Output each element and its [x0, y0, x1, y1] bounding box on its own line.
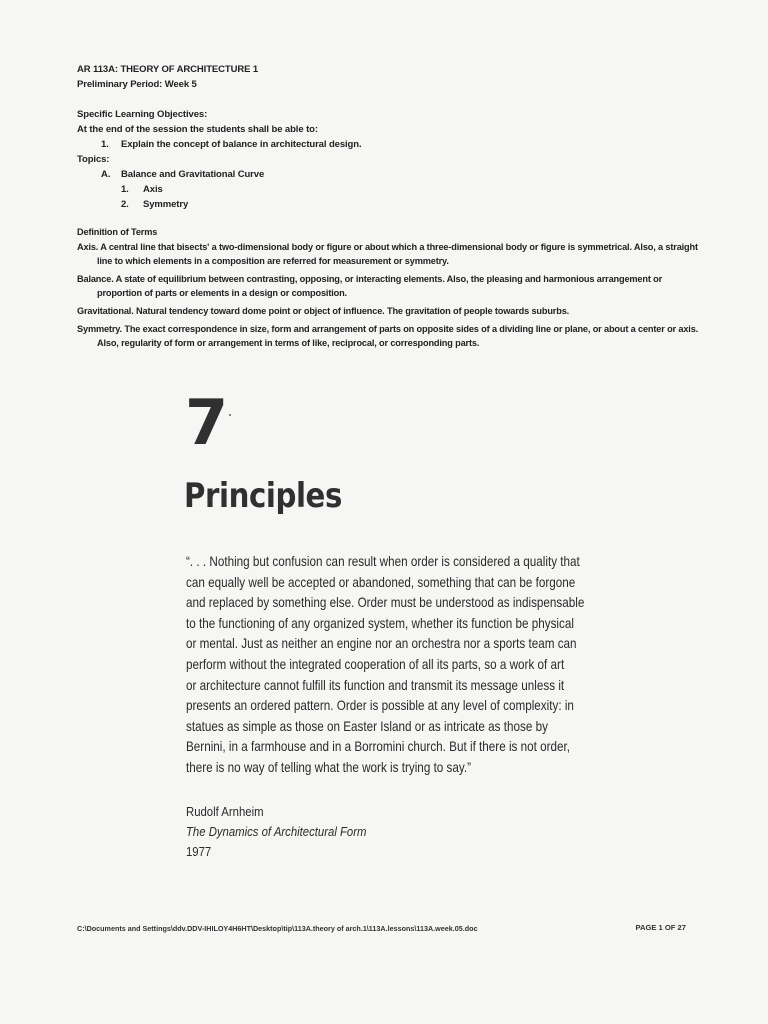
quote-line: to the functioning of any organized system, whether its function be physical — [186, 615, 574, 631]
quote-line: presents an ordered pattern. Order is possible at any level of complexity: in — [186, 698, 574, 714]
objective-number: 1. — [101, 139, 109, 150]
quote-line: there is no way of telling what the work is trying to say.” — [186, 759, 472, 775]
subtopic-item — [77, 182, 318, 197]
objective-item — [77, 137, 362, 152]
quote-line: Bernini, in a farmhouse and in a Borromini church. But if there is not order, — [186, 739, 571, 755]
topic-text: Balance and Gravitational Curve — [121, 169, 265, 180]
subtopic-text: Axis — [143, 184, 163, 195]
quote-attribution — [186, 802, 366, 862]
definition-axis: Axis. A central line that bisects' a two-dimensional body or figure or about which a three-dimensional body or figure is symmetrical. Also, a straight line to which elements in a composition are referred for measurement or symmetry. — [77, 242, 698, 266]
topics-title: Topics: — [77, 154, 110, 165]
chapter-title: Principles — [184, 476, 342, 516]
definitions-section — [77, 225, 707, 354]
quote-line: and replaced by something else. Order must be understood as indispensable — [186, 595, 585, 611]
epigraph-quote — [186, 552, 585, 779]
subtopic-number: 2. — [121, 199, 129, 210]
definition-symmetry: Symmetry. The exact correspondence in size, form and arrangement of parts on opposite sides of a dividing line or plane, or about a center or axis. Also, regularity of form or arrangement in terms of like, reciprocal, or corresponding parts. — [77, 324, 699, 348]
quote-line: or mental. Just as neither an engine nor an orchestra nor a sports team can — [186, 636, 577, 652]
footer-file-path: C:\Documents and Settings\ddv.DDV-IHILOY4H6HT\Desktop\tip\113A.theory of arch.1\113A.lessons\113A.week.05.doc — [77, 924, 478, 933]
objectives-title: Specific Learning Objectives: — [77, 109, 208, 120]
course-title: AR 113A: THEORY OF ARCHITECTURE 1 — [77, 64, 259, 75]
definitions-title: Definition of Terms — [77, 227, 158, 237]
quote-year: 1977 — [186, 844, 212, 859]
quote-line: “. . . Nothing but confusion can result when order is considered a quality that — [186, 554, 580, 569]
lesson-header — [77, 62, 362, 212]
definition-gravitational: Gravitational. Natural tendency toward dome point or object of influence. The gravitation of people towards suburbs. — [77, 306, 570, 316]
topic-item — [77, 167, 318, 182]
quote-line: can equally well be accepted or abandoned, something that can be forgone — [186, 574, 576, 590]
subtopic-item — [77, 197, 318, 212]
quote-book: The Dynamics of Architectural Form — [186, 824, 367, 839]
quote-line: or architecture cannot fulfill its function and transmit its message unless it — [186, 677, 565, 693]
quote-author: Rudolf Arnheim — [186, 804, 264, 819]
quote-line: perform without the integrated cooperation of all its parts, so a work of art — [186, 656, 565, 672]
period-label: Preliminary Period: Week 5 — [77, 79, 197, 90]
chapter-number: 7 — [185, 386, 229, 459]
objective-text: Explain the concept of balance in architectural design. — [121, 139, 362, 150]
footer-page-number: PAGE 1 OF 27 — [635, 923, 686, 932]
objectives-intro: At the end of the session the students shall be able to: — [77, 124, 318, 135]
speck — [229, 414, 231, 416]
definition-balance: Balance. A state of equilibrium between contrasting, opposing, or interacting elements. Also, the pleasing and harmonious arrangement or proportion of parts or elements in a design or composition. — [77, 274, 663, 298]
subtopic-number: 1. — [121, 184, 129, 195]
quote-line: statues as simple as those on Easter Island or as intricate as those by — [186, 718, 548, 734]
subtopic-text: Symmetry — [143, 199, 189, 210]
topic-letter: A. — [101, 169, 111, 180]
